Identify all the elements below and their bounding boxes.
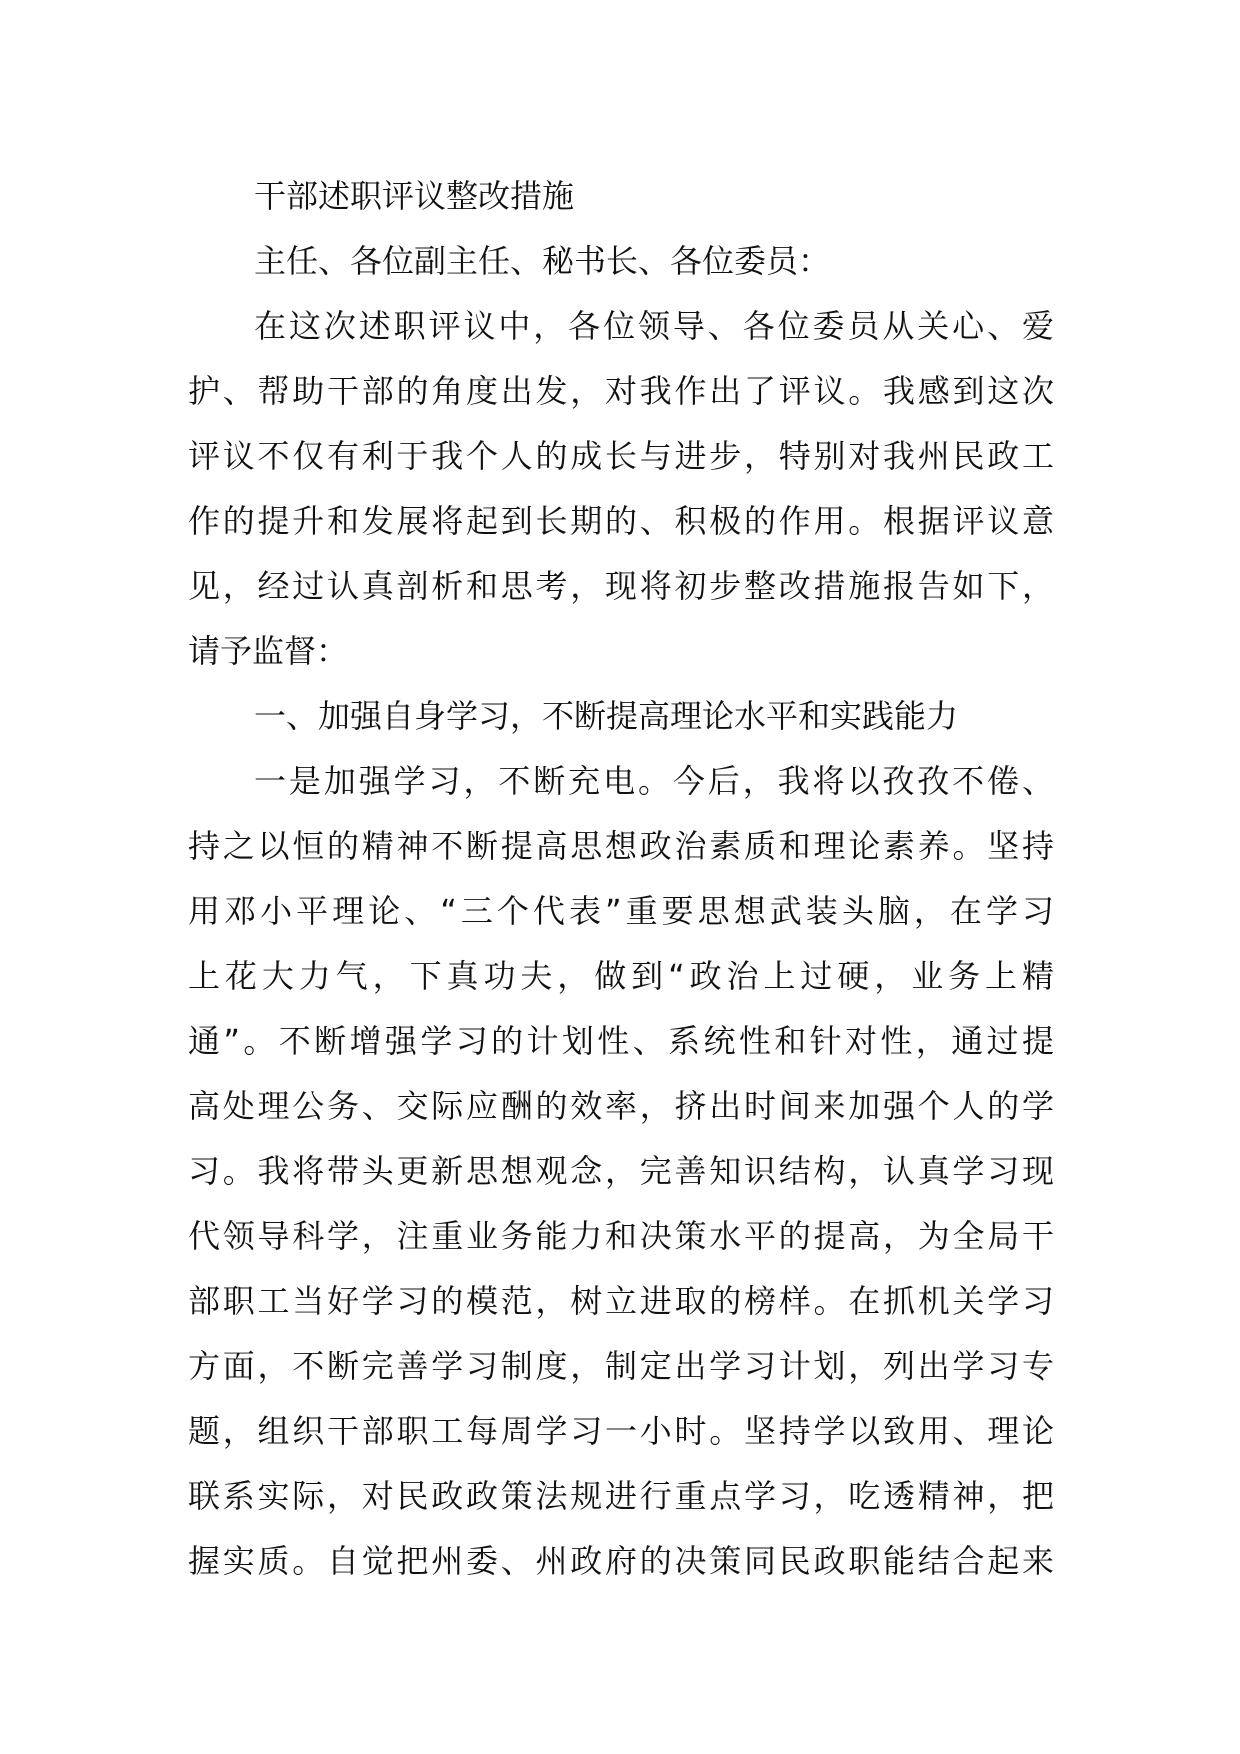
text-line: 评议不仅有利于我个人的成长与进步，特别对我州民政工 [188,437,1054,475]
text-line: 持之以恒的精神不断提高思想政治素质和理论素养。坚持 [188,827,1054,865]
paragraph-intro [188,294,1054,684]
text-line: 高处理公务、交际应酬的效率，挤出时间来加强个人的学 [188,1087,1054,1125]
text-line: 一是加强学习，不断充电。今后，我将以孜孜不倦、 [254,762,1054,800]
text-line: 护、帮助干部的角度出发，对我作出了评议。我感到这次 [188,372,1054,410]
text-line: 通”。不断增强学习的计划性、系统性和针对性，通过提 [188,1022,1054,1060]
text-line: 联系实际，对民政政策法规进行重点学习，吃透精神，把 [188,1477,1054,1515]
text-line: 习。我将带头更新思想观念，完善知识结构，认真学习现 [188,1152,1054,1190]
document-body [188,164,1054,1594]
text-line: 请予监督： [188,632,349,670]
text-line: 用邓小平理论、“三个代表”重要思想武装头脑，在学习 [188,892,1054,930]
text-line: 见，经过认真剖析和思考，现将初步整改措施报告如下， [188,567,1054,605]
text-line: 方面，不断完善学习制度，制定出学习计划，列出学习专 [188,1347,1054,1385]
paragraph-study [188,749,1054,1594]
section-heading: 一、加强自身学习，不断提高理论水平和实践能力 [254,697,959,735]
text-line: 握实质。自觉把州委、州政府的决策同民政职能结合起来 [188,1542,1054,1580]
text-line: 在这次述职评议中，各位领导、各位委员从关心、爱 [254,307,1054,345]
text-line: 题，组织干部职工每周学习一小时。坚持学以致用、理论 [188,1412,1054,1450]
document-title: 干部述职评议整改措施 [254,177,575,215]
text-line: 作的提升和发展将起到长期的、积极的作用。根据评议意 [188,502,1054,540]
text-line: 上花大力气，下真功夫，做到“政治上过硬，业务上精 [188,957,1054,995]
text-line: 部职工当好学习的模范，树立进取的榜样。在抓机关学习 [188,1282,1054,1320]
text-line: 代领导科学，注重业务能力和决策水平的提高，为全局干 [188,1217,1054,1255]
salutation: 主任、各位副主任、秘书长、各位委员： [254,242,831,280]
